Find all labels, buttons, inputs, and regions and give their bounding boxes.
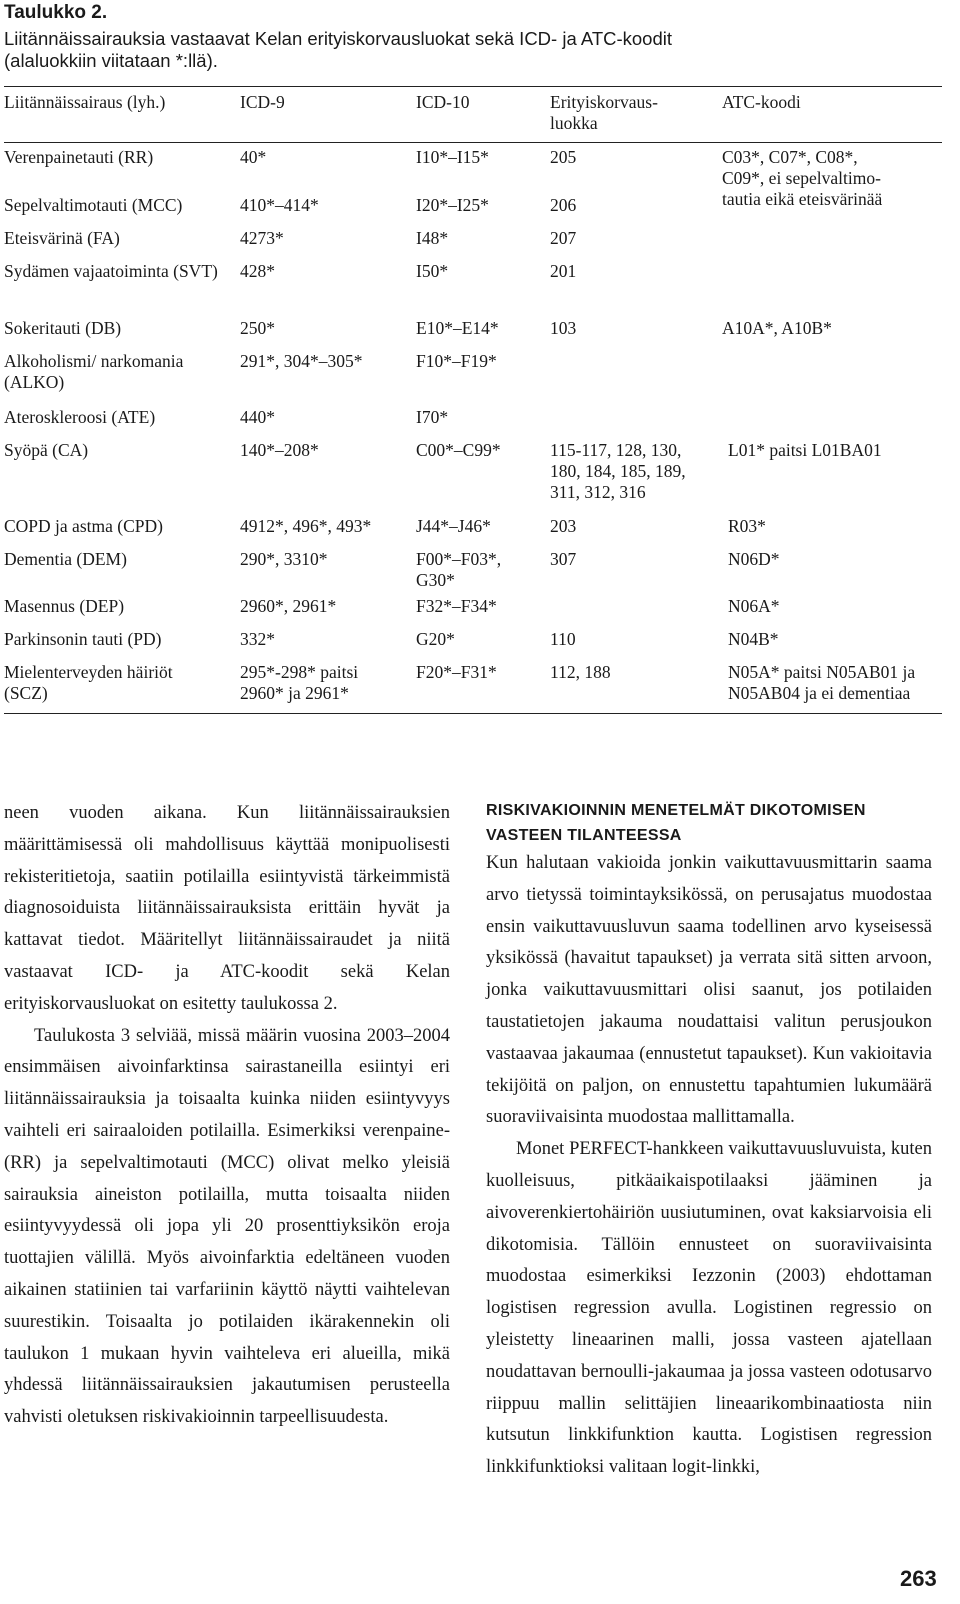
cell-icd10: I20*–I25* bbox=[416, 194, 489, 215]
table-row bbox=[4, 228, 942, 261]
cell-icd9: 332* bbox=[240, 628, 275, 649]
table-caption-subtitle bbox=[4, 28, 904, 72]
header-icd9: ICD-9 bbox=[240, 87, 416, 143]
header-class-line1: Erityiskorvaus- bbox=[550, 92, 658, 112]
cell-icd9: 40* bbox=[240, 147, 267, 167]
cell-icd9: 410*–414* bbox=[240, 194, 319, 215]
table-row bbox=[4, 351, 942, 407]
cell-disease: Parkinsonin tauti (PD) bbox=[4, 628, 162, 649]
table-row bbox=[4, 261, 942, 318]
table-row bbox=[4, 549, 942, 596]
header-atc: ATC-koodi bbox=[722, 87, 942, 143]
cell-icd9: 4912*, 496*, 493* bbox=[240, 515, 372, 536]
cell-class: 112, 188 bbox=[550, 662, 722, 714]
cell-disease: Mielenterveyden häiriöt (SCZ) bbox=[4, 662, 240, 714]
caption-subtitle-line2: (alaluokkiin viitataan *:llä). bbox=[4, 50, 218, 71]
header-icd10: ICD-10 bbox=[416, 87, 550, 143]
cell-class: 203 bbox=[550, 515, 577, 536]
cell-icd10: F32*–F34* bbox=[416, 595, 497, 616]
icd-atc-table bbox=[4, 86, 942, 714]
cell-icd10: J44*–J46* bbox=[416, 515, 491, 536]
cell-class: 307 bbox=[550, 548, 577, 569]
body-paragraph: Taulukosta 3 selviää, missä määrin vuosina 2003–2004 ensimmäisen aivoinfarktinsa sairastaneilla esiintyi eri liitännäissairauksia ja toisaalta kuinka niiden esiintyvyys vaihteli eri sairaaloiden potilailla. Esimerkiksi verenpaine- (RR) ja sepelvaltimotauti (MCC) olivat melko yleisiä sairauksia aineiston potilailla, mutta toisaalta niiden esiintyvyydessä oli jopa yli 20 prosenttiyksikön eroja tuottajien välillä. Myös aivoinfarktia edeltäneen vuoden aikainen statiinien tai varfariinin käyttö näytti vaihtelevan suurestikin. Toisaalta jo potilaiden ikärakennekin oli taulukon 1 mukaan hyvin vaihteleva eri alueilla, mikä yhdessä liitännäissairauksien jakautumisen perusteella vahvisti oletuksen riskivakioinnin tarpeellisuudesta. bbox=[4, 1025, 450, 1428]
cell-atc: N06D* bbox=[728, 548, 780, 569]
cell-disease: Masennus (DEP) bbox=[4, 595, 125, 616]
cell-disease: Syöpä (CA) bbox=[4, 439, 89, 460]
cell-class: 206 bbox=[550, 194, 577, 215]
cell-class bbox=[550, 596, 722, 629]
table-row bbox=[4, 596, 942, 629]
cell-icd10: I50* bbox=[416, 260, 449, 281]
cell-atc: N04B* bbox=[728, 628, 779, 649]
body-column-right bbox=[486, 798, 932, 1484]
body-paragraph: neen vuoden aikana. Kun liitännäissairauksien määrittämisessä oli mahdollisuus käyttää monipuolisesti rekisteritietoja, saatiin potilailla esiintyvistä tärkeimmistä diagnosoiduista liitännäissairauksista erittäin hyvät ja kattavat tiedot. Määritellyt liitännäissairaudet ja niitä vastaavat ICD- ja ATC-koodit sekä Kelan erityiskorvausluokat on esitetty taulukossa 2. bbox=[4, 803, 450, 1014]
cell-icd9: 428* bbox=[240, 260, 275, 281]
cell-icd10: G20* bbox=[416, 628, 455, 649]
page-number: 263 bbox=[900, 1566, 937, 1591]
header-disease: Liitännäissairaus (lyh.) bbox=[4, 87, 240, 143]
cell-class: 207 bbox=[550, 227, 577, 248]
body-paragraph: Kun halutaan vakioida jonkin vaikuttavuusmittarin saama arvo tietyssä toimintayksikössä, on perusajatus muodostaa ensin vaikuttavuusluvun saama todellinen arvo kyseisessä yksikössä (havaitut tapaukset) ja verrata sitä sitten arvoon, jonka vaikuttavuusmittari olisi saanut, jos potilaiden taustatietojen jakauma noudattaisi valitun perusjoukon vastaavaa jakaumaa (ennustetut tapaukset). Kun vakioitavia tekijöitä on paljon, on ennustettu tapahtumien lukumäärä suoraviivaisinta muodostaa mallittamalla. bbox=[486, 853, 932, 1128]
cell-class: 110 bbox=[550, 628, 576, 649]
cell-icd10: F10*–F19* bbox=[416, 350, 497, 371]
cell-disease: Dementia (DEM) bbox=[4, 548, 127, 569]
cell-icd10: F20*–F31* bbox=[416, 662, 550, 714]
cell-icd10: I48* bbox=[416, 227, 449, 248]
cell-class bbox=[550, 407, 722, 440]
cardio-atc-line2: C09*, ei sepelvaltimo- bbox=[722, 168, 881, 188]
body-column-left bbox=[4, 798, 450, 1434]
cell-icd10: C00*–C99* bbox=[416, 439, 501, 460]
cell-disease: Eteisvärinä (FA) bbox=[4, 227, 120, 248]
cell-icd10: F00*–F03*, G30* bbox=[416, 548, 502, 590]
cell-atc: R03* bbox=[728, 515, 766, 536]
cell-disease: COPD ja astma (CPD) bbox=[4, 515, 163, 536]
cell-atc bbox=[722, 351, 942, 407]
cell-atc: N05A* paitsi N05AB01 ja N05AB04 ja ei dementiaa bbox=[722, 662, 942, 714]
table-header-row bbox=[4, 87, 942, 143]
cell-icd9: 4273* bbox=[240, 227, 284, 248]
cell-icd9: 290*, 3310* bbox=[240, 548, 328, 569]
header-class-line2: luokka bbox=[550, 113, 598, 133]
cell-icd10: E10*–E14* bbox=[416, 317, 499, 338]
cell-class: 115-117, 128, 130, 180, 184, 185, 189, 311, 312, 316 bbox=[550, 439, 686, 502]
cell-atc: L01* paitsi L01BA01 bbox=[728, 439, 882, 460]
cell-icd9: 250* bbox=[240, 317, 275, 338]
cell-icd9: 295*-298* paitsi 2960* ja 2961* bbox=[240, 662, 416, 714]
cell-icd9: 140*–208* bbox=[240, 439, 319, 460]
table-caption-title: Taulukko 2. bbox=[4, 2, 108, 23]
cell-atc-cardio bbox=[722, 143, 942, 228]
cell-disease: Sydämen vajaatoiminta (SVT) bbox=[4, 260, 218, 281]
table-row bbox=[4, 662, 942, 714]
cell-atc: A10A*, A10B* bbox=[722, 317, 832, 338]
cell-atc bbox=[722, 261, 942, 318]
cell-atc: N06A* bbox=[728, 595, 780, 616]
caption-subtitle-line1: Liitännäissairauksia vastaavat Kelan erityiskorvausluokat sekä ICD- ja ATC-koodit bbox=[4, 28, 673, 49]
header-class bbox=[550, 87, 722, 143]
cardio-atc-line1: C03*, C07*, C08*, bbox=[722, 147, 858, 167]
cell-class: 103 bbox=[550, 317, 577, 338]
table-row bbox=[4, 516, 942, 549]
table-row bbox=[4, 407, 942, 440]
cell-icd10: I70* bbox=[416, 406, 449, 427]
cell-class bbox=[550, 351, 722, 407]
cell-atc bbox=[722, 407, 942, 440]
cell-disease: Sepelvaltimotauti (MCC) bbox=[4, 194, 183, 215]
cell-disease: Alkoholismi/ narkomania (ALKO) bbox=[4, 350, 184, 392]
cell-disease: Ateroskleroosi (ATE) bbox=[4, 406, 156, 427]
cell-class: 205 bbox=[550, 147, 577, 167]
cardio-atc-line3: tautia eikä eteisvärinää bbox=[722, 189, 883, 209]
cell-icd9: 291*, 304*–305* bbox=[240, 350, 363, 371]
cell-atc bbox=[722, 228, 942, 261]
table-row bbox=[4, 318, 942, 351]
body-paragraph: Monet PERFECT-hankkeen vaikuttavuusluvuista, kuten kuolleisuus, pitkäaikaispotilaaksi jääminen ja aivoverenkiertohäiriön uusiutuminen, ovat kaksiarvoisia eli dikotomisia. Tällöin ennusteet on suoraviivaisinta muodostaa esimerkiksi Iezzonin (2003) ehdottaman logistisen regression avulla. Logistinen regressio on yleistetty lineaarinen malli, jossa vasteen ajatellaan noudattavan bernoulli-jakaumaa ja jossa vasteen odotusarvo riippuu mallin selittäjien lineaarikombinaatiosta niin kutsutun linkkifunktion kautta. Logistisen regression linkkifunktioksi valitaan logit-linkki, bbox=[486, 1139, 932, 1478]
table-row bbox=[4, 143, 942, 195]
cell-disease: Verenpainetauti (RR) bbox=[4, 147, 154, 167]
table-row bbox=[4, 629, 942, 662]
section-heading: RISKIVAKIOINNIN MENETELMÄT DIKOTOMISEN VASTEEN TILANTEESSA bbox=[486, 802, 866, 844]
cell-disease: Sokeritauti (DB) bbox=[4, 317, 122, 338]
cell-icd9: 2960*, 2961* bbox=[240, 595, 337, 616]
table-row bbox=[4, 440, 942, 516]
cell-icd9: 440* bbox=[240, 406, 275, 427]
cell-icd10: I10*–I15* bbox=[416, 147, 489, 167]
cell-class: 201 bbox=[550, 260, 577, 281]
